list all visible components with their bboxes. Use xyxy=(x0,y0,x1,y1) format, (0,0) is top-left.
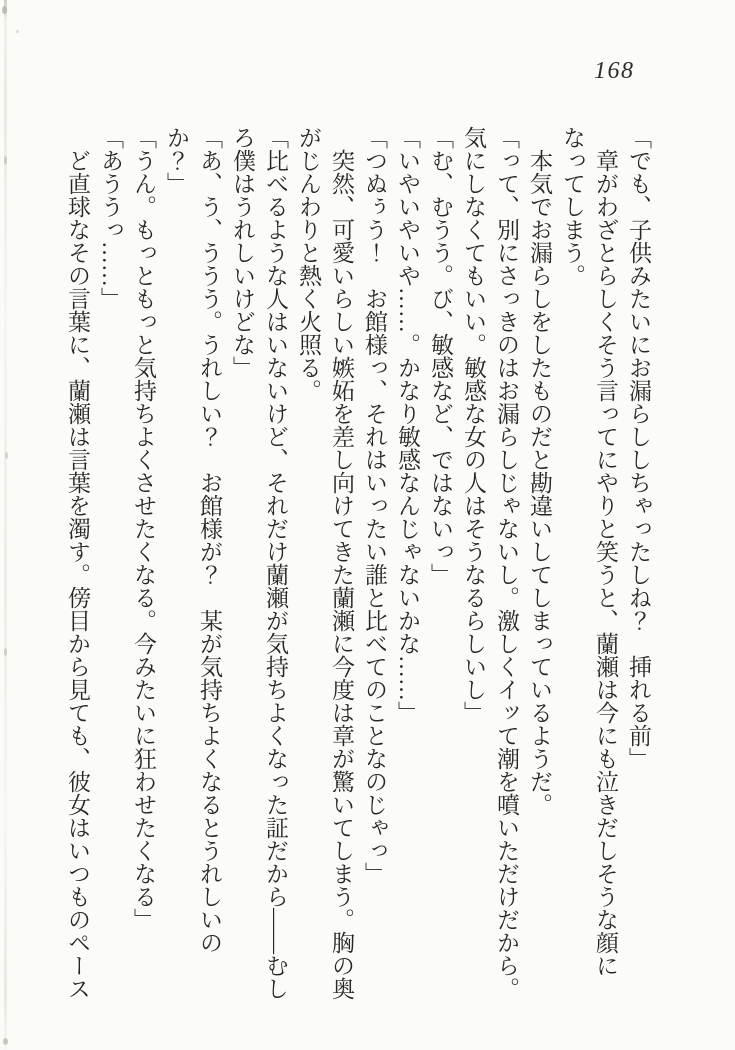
paragraph-dialogue: 「つぬぅう！ お館様っ、それはいったい誰と比べてのことなのじゃっ」 xyxy=(362,126,387,885)
paragraph-dialogue: 「あ、う、ううう。うれしい？ お館様が？ 某が気持ちよくなるとうれしいのか？」 xyxy=(164,126,222,954)
scan-speck xyxy=(4,648,7,656)
paragraph-dialogue: 「うん。もっともっと気持ちよくさせたくなる。今みたいに狂わせたくなる」 xyxy=(131,126,156,931)
paragraph-narrative: 章がわざとらしくそう言ってにやりと笑うと、蘭瀬は今にも泣きだしそうな顔になってしまう。 xyxy=(560,126,618,977)
scan-speck xyxy=(2,6,7,14)
paragraph-dialogue: 「む、むうう。び、敏感など、ではないっ」 xyxy=(428,126,453,586)
paragraph-dialogue: 「いやいやいや……。かなり敏感なんじゃないかな……」 xyxy=(395,126,420,724)
page-number: 168 xyxy=(594,58,635,84)
paragraph-dialogue: 「比べるような人はいないけど、それだけ蘭瀬が気持ちよくなった証だから——むしろ僕はうれしいけどな」 xyxy=(230,126,288,1000)
paragraph-narrative: ど直球なその言葉に、蘭瀬は言葉を濁す。傍目から見ても、彼女はいつものペース xyxy=(65,126,90,1000)
paragraph-dialogue: 「でも、子供みたいにお漏らししちゃったしね？ 挿れる前」 xyxy=(626,126,651,770)
paragraph-narrative: 突然、可愛いらしい嫉妬を差し向けてきた蘭瀬に今度は章が驚いてしまう。胸の奥がじんわりと熱く火照る。 xyxy=(296,126,354,1000)
scan-speck xyxy=(3,1038,8,1045)
paragraph-dialogue: 「って、別にさっきのはお漏らしじゃないし。激しくイッて潮を噴いただけだから。気にしなくてもいい。敏感な女の人はそうなるらしいし」 xyxy=(461,126,519,1000)
scan-speck xyxy=(16,30,19,33)
paragraph-narrative: 本気でお漏らしをしたものだと勘違いしてしまっているようだ。 xyxy=(527,126,552,816)
scan-speck xyxy=(5,452,8,459)
body-text xyxy=(61,126,655,1000)
paragraph-dialogue: 「あううっ……」 xyxy=(98,126,123,310)
scan-speck xyxy=(4,156,7,165)
